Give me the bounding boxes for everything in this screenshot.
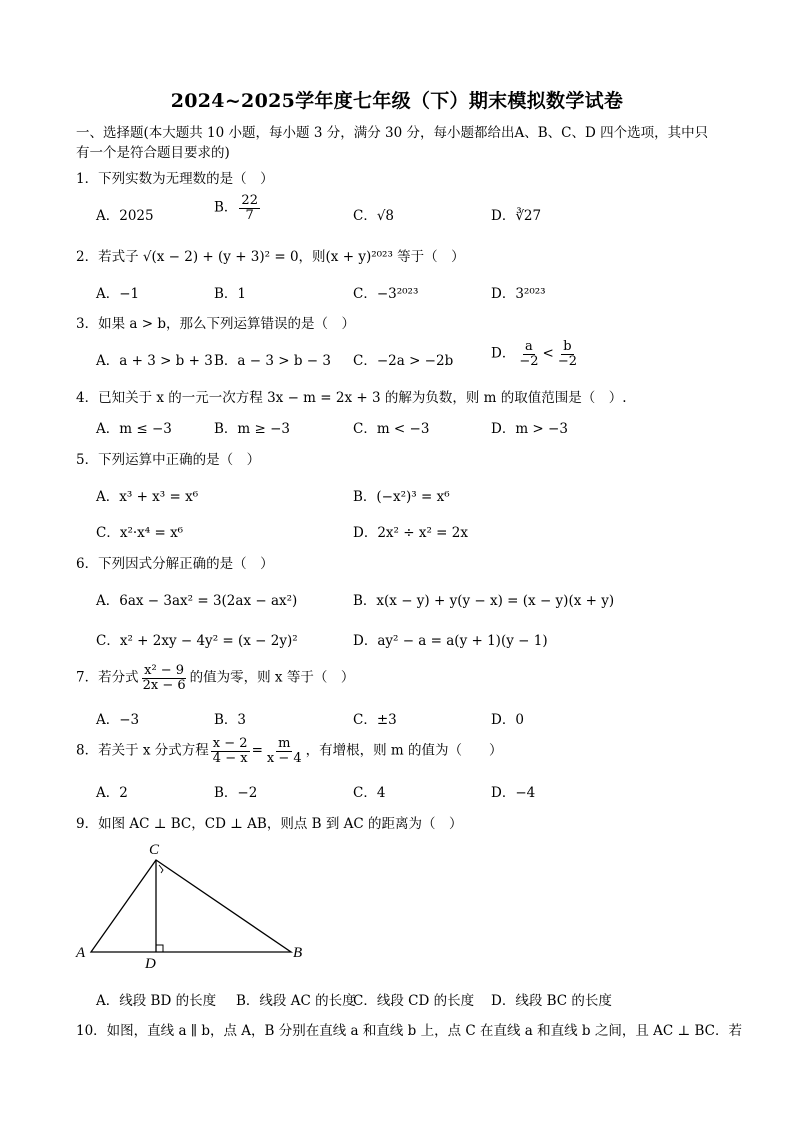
q9-option-d: D．线段 BC 的长度 [491, 993, 612, 1009]
q8-left-denominator: 4 − x [212, 750, 248, 766]
q2-option-a: A．−1 [96, 286, 140, 302]
q2-option-d: D．3²⁰²³ [491, 286, 546, 302]
q1-option-d: D．∛27 [491, 208, 542, 224]
label-c: C [149, 842, 160, 858]
q1-option-a: A．2025 [96, 208, 154, 224]
q8-fraction-left [211, 737, 250, 765]
q7-numerator: x² − 9 [144, 663, 185, 678]
q2-option-c: C．−3²⁰²³ [353, 286, 419, 302]
q3-d-den-2: −2 [557, 353, 577, 369]
q7-denominator: 2x − 6 [142, 677, 186, 693]
q4-option-a: A．m ≤ −3 [96, 421, 172, 437]
q5-option-d: D．2x² ÷ x² = 2x [353, 525, 468, 541]
q7-fraction [141, 664, 188, 692]
q6-option-b: B．x(x − y) + y(y − x) = (x − y)(x + y) [353, 593, 615, 609]
q8-left-numerator: x − 2 [212, 736, 248, 751]
question-8-stem [76, 737, 503, 765]
q3-d-den-1: −2 [519, 353, 539, 369]
q3-d-operator: < [542, 345, 554, 362]
right-angle-mark-d [156, 945, 163, 952]
q1-option-b-fraction [239, 194, 260, 222]
q8-right-denominator: x − 4 [266, 750, 302, 766]
q7-stem-prefix: 7．若分式 [76, 669, 139, 686]
q6-option-c: C．x² + 2xy − 4y² = (x − 2y)² [96, 633, 298, 649]
q8-equals: = [251, 742, 263, 759]
q1-option-b [214, 194, 262, 222]
label-d: D [145, 956, 156, 970]
label-b: B [293, 945, 303, 961]
q4-option-c: C．m < −3 [353, 421, 430, 437]
q5-option-a: A．x³ + x³ = x⁶ [96, 489, 199, 505]
question-5-stem: 5．下列运算中正确的是（ ） [76, 452, 261, 468]
q3-d-fraction-1 [517, 340, 540, 368]
q3-d-num-2: b [563, 339, 572, 354]
question-6-stem: 6．下列因式分解正确的是（ ） [76, 556, 274, 572]
q9-option-a: A．线段 BD 的长度 [96, 993, 217, 1009]
question-4-stem: 4．已知关于 x 的一元一次方程 3x − m = 2x + 3 的解为负数，则 m 的取值范围是（ ）. [76, 390, 627, 406]
q7-option-a: A．−3 [96, 712, 140, 728]
page-title: 2024~2025学年度七年级（下）期末模拟数学试卷 [170, 90, 624, 112]
q1-b-numerator: 22 [241, 193, 258, 208]
q3-option-b: B．a − 3 > b − 3 [214, 353, 331, 369]
q8-option-d: D．−4 [491, 785, 536, 801]
right-angle-mark-c [159, 865, 163, 873]
q1-option-b-label: B． [214, 199, 238, 216]
q2-option-b: B．1 [214, 286, 247, 302]
q5-option-c: C．x²·x⁴ = x⁶ [96, 525, 184, 541]
q3-d-fraction-2 [556, 340, 579, 368]
q4-option-d: D．m > −3 [491, 421, 568, 437]
question-10-stem: 10．如图，直线 a ∥ b，点 A，B 分别在直线 a 和直线 b 上，点 C 在直线 a 和直线 b 之间，且 AC ⊥ BC．若 [76, 1023, 743, 1039]
q7-option-c: C．±3 [353, 712, 397, 728]
q3-option-c: C．−2a > −2b [353, 353, 454, 369]
q8-option-a: A．2 [96, 785, 128, 801]
q8-right-numerator: m [278, 736, 291, 751]
q3-d-num-1: a [525, 339, 533, 354]
section-instructions-1: 一、选择题(本大题共 10 小题，每小题 3 分，满分 30 分，每小题都给出A、B、C、D 四个选项，其中只 [76, 125, 709, 141]
q8-stem-suffix: ，有增根，则 m 的值为（ ） [305, 742, 503, 759]
q3-option-d-label: D． [491, 345, 516, 362]
triangle-abc [91, 860, 291, 952]
q3-option-d [491, 340, 581, 368]
q4-option-b: B．m ≥ −3 [214, 421, 291, 437]
q8-fraction-right [265, 737, 304, 765]
q7-stem-suffix: 的值为零，则 x 等于（ ） [189, 669, 355, 686]
q1-option-c: C．√8 [353, 208, 395, 224]
q3-option-a: A．a + 3 > b + 3 [96, 353, 213, 369]
q9-option-b: B．线段 AC 的长度 [236, 993, 356, 1009]
q7-option-b: B．3 [214, 712, 247, 728]
question-7-stem [76, 664, 354, 692]
question-2-stem: 2．若式子 √(x − 2) + (y + 3)² = 0，则(x + y)²⁰²³ 等于（ ） [76, 249, 465, 265]
q6-option-d: D．ay² − a = a(y + 1)(y − 1) [353, 633, 548, 649]
q7-option-d: D．0 [491, 712, 524, 728]
q8-stem-prefix: 8．若关于 x 分式方程 [76, 742, 209, 759]
q9-option-c: C．线段 CD 的长度 [353, 993, 475, 1009]
section-instructions-2: 有一个是符合题目要求的) [76, 145, 230, 161]
label-a: A [76, 945, 86, 961]
q1-b-denominator: 7 [245, 207, 254, 223]
question-1-stem: 1．下列实数为无理数的是（ ） [76, 171, 274, 187]
triangle-figure [70, 840, 320, 970]
q8-option-c: C．4 [353, 785, 386, 801]
question-9-stem: 9．如图 AC ⊥ BC，CD ⊥ AB，则点 B 到 AC 的距离为（ ） [76, 816, 463, 832]
q6-option-a: A．6ax − 3ax² = 3(2ax − ax²) [96, 593, 298, 609]
question-3-stem: 3．如果 a > b，那么下列运算错误的是（ ） [76, 316, 355, 332]
q5-option-b: B．(−x²)³ = x⁶ [353, 489, 450, 505]
q8-option-b: B．−2 [214, 785, 258, 801]
